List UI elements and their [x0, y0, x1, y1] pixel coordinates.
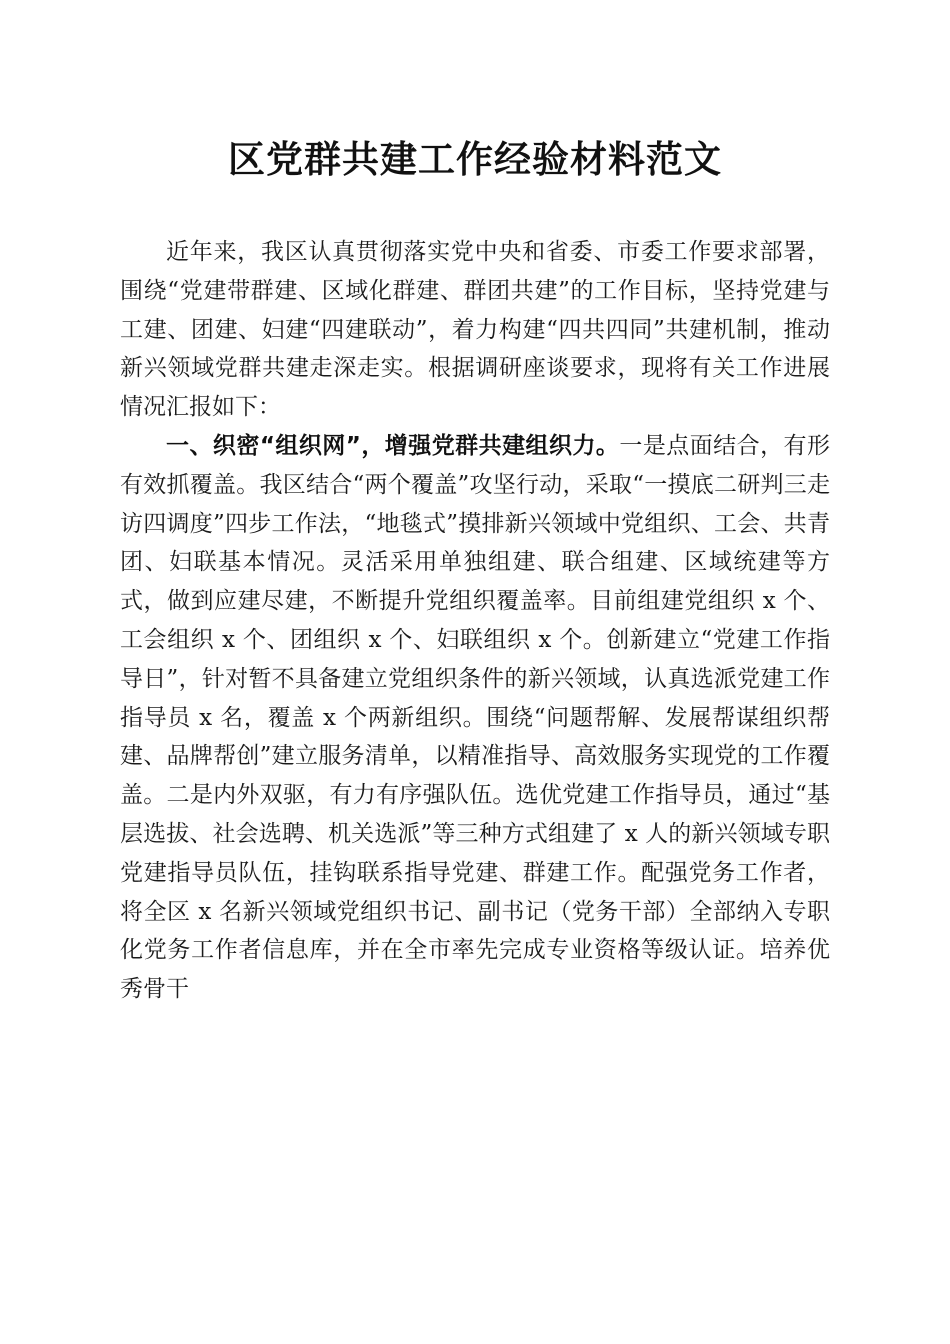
document-body	[120, 233, 830, 1009]
section-one-paragraph	[120, 427, 830, 1009]
section-one-text: 一是点面结合，有形有效抓覆盖。我区结合“两个覆盖”攻坚行动，采取“一摸底二研判三走访四调度”四步工作法，“地毯式”摸排新兴领域中党组织、工会、共青团、妇联基本情况。灵活采用单独组建、联合组建、区域统建等方式，做到应建尽建，不断提升党组织覆盖率。目前组建党组织 x 个、工会组织 x 个、团组织 x 个、妇联组织 x 个。创新建立“党建工作指导日”，针对暂不具备建立党组织条件的新兴领域，认真选派党建工作指导员 x 名，覆盖 x 个两新组织。围绕“问题帮解、发展帮谋组织帮建、品牌帮创”建立服务清单，以精准指导、高效服务实现党的工作覆盖。二是内外双驱，有力有序强队伍。选优党建工作指导员，通过“基层选拔、社会选聘、机关选派”等三种方式组建了 x 人的新兴领域专职党建指导员队伍，挂钩联系指导党建、群建工作。配强党务工作者，将全区 x 名新兴领域党组织书记、副书记（党务干部）全部纳入专职化党务工作者信息库，并在全市率先完成专业资格等级认证。培养优秀骨干	[120, 432, 831, 1003]
section-one-heading: 一、织密“组织网”，增强党群共建组织力。	[166, 432, 620, 459]
intro-paragraph	[120, 233, 830, 427]
document-title: 区党群共建工作经验材料范文	[228, 137, 722, 181]
intro-paragraph-text: 近年来，我区认真贯彻落实党中央和省委、市委工作要求部署，围绕“党建带群建、区域化群建、群团共建”的工作目标，坚持党建与工建、团建、妇建“四建联动”，着力构建“四共四同”共建机制，推动新兴领域党群共建走深走实。根据调研座谈要求，现将有关工作进展情况汇报如下：	[120, 239, 830, 421]
